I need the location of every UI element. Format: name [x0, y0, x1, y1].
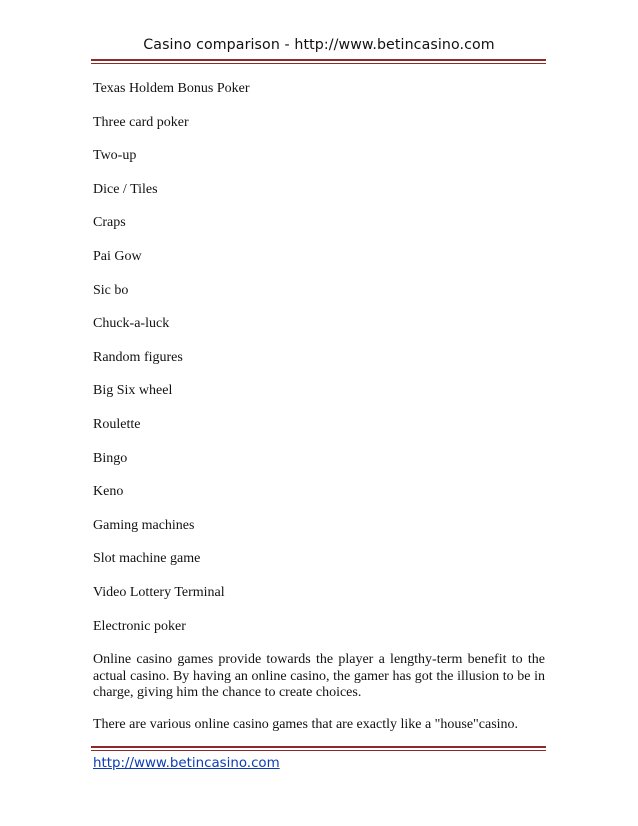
- list-item: Gaming machines: [93, 517, 195, 533]
- list-item: Electronic poker: [93, 618, 186, 634]
- list-item: Pai Gow: [93, 248, 142, 264]
- list-item: Random figures: [93, 349, 183, 365]
- list-item: Roulette: [93, 416, 141, 432]
- list-item: Texas Holdem Bonus Poker: [93, 81, 250, 96]
- list-item: Three card poker: [93, 114, 189, 130]
- body-paragraph-2: There are various online casino games that are exactly like a "house"casino.: [93, 717, 519, 732]
- header-rule-thin: [91, 63, 546, 64]
- games-list: [93, 80, 553, 651]
- footer-link[interactable]: http://www.betincasino.com: [93, 756, 280, 771]
- list-item: Keno: [93, 484, 124, 500]
- list-item: Video Lottery Terminal: [93, 584, 225, 600]
- list-item: Craps: [93, 215, 126, 231]
- list-item: Sic bo: [93, 282, 129, 298]
- header-rule-thick: [91, 59, 546, 61]
- list-item: Two-up: [93, 148, 137, 164]
- footer-rule-thick: [91, 746, 546, 748]
- list-item: Dice / Tiles: [93, 181, 158, 197]
- list-item: Big Six wheel: [93, 383, 173, 399]
- body-paragraph-1: Online casino games provide towards the player a lengthy-term benefit to the actual casino. By having an online casino, the gamer has got the illusion to be in charge, giving him the chance to create choices.: [93, 652, 545, 701]
- list-item: Slot machine game: [93, 551, 201, 567]
- list-item: Bingo: [93, 450, 128, 466]
- footer-rule-thin: [91, 750, 546, 751]
- list-item: Chuck-a-luck: [93, 316, 170, 332]
- header-title: Casino comparison - http://www.betincasino.com: [143, 37, 495, 53]
